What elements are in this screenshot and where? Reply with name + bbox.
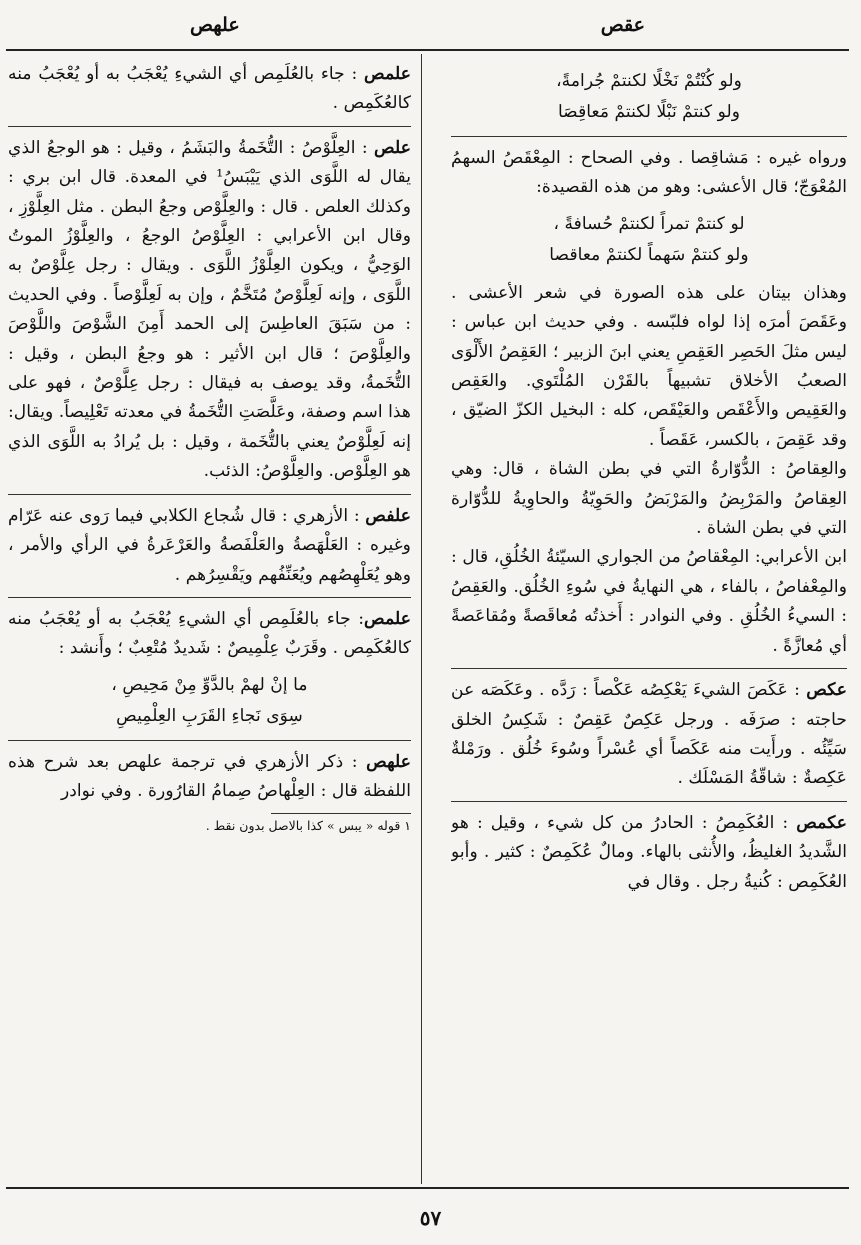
entry-separator [8, 597, 411, 598]
entry-akas [451, 676, 847, 794]
headword: علمص [364, 64, 411, 84]
footnote: ١ قوله « يبس » كذا بالاصل بدون نقط . [205, 817, 411, 833]
paragraph: ابن الأعرابي: المِعْقاصُ من الجواري السيّئةُ الخُلُقِ، قال : والمِعْفاصُ ، بالفاء ، هي النهايةُ في سُوءِ الخُلُق. والعَقِصُ : السيءُ الخُلُقِ . وفي النوادر : أَخذتُه مُعاقَصةً ومُقاعَصةً أي مُعازَّةً . [451, 547, 847, 656]
entry-separator [451, 801, 847, 802]
entry-separator [8, 740, 411, 741]
entry-alams-2 [8, 605, 411, 664]
headword: علص [373, 137, 411, 158]
headword: علفص [365, 505, 411, 526]
verse-block [451, 66, 847, 128]
entry-separator [451, 136, 847, 137]
running-header-left: علهص [190, 14, 240, 36]
headword: عكمص [796, 812, 847, 833]
left-column [8, 60, 411, 1185]
entry-separator [8, 126, 411, 127]
running-header-right: عقص [600, 14, 645, 36]
entry-separator [451, 668, 847, 669]
entry-akmas [451, 809, 847, 897]
verse-line: لو كنتمْ تمراً لكنتمْ حُسافةً ، [553, 213, 745, 234]
verse-line: ما إنْ لهمْ بالدَّوِّ مِنْ مَحِيصِ ، [111, 674, 308, 695]
entry-text: : ذكر الأزهري في ترجمة علهص بعد شرح هذه اللفظة قال : العِلْهاصُ صِمامُ القارُورة . وفي نوادر [8, 751, 411, 802]
entry-text: : العِلَّوْصُ : التُّخَمةُ والبَشَمُ ، وقيل : هو الوجعُ الذي يقال له اللَّوَى الذي يَيْبَسُ¹ في المعدة. قال ابن بري : وكذلك العلص . قال : والعِلَّوْص وجعُ البطن . مثل العِلَّوْزِ ، وقال ابن الأعرابي : العِلَّوْصُ الوجعُ ، والعِلَّوْزُ الموتُ الوَحِيُّ ، ويكون العِلَّوْزُ اللَّوَى . ويقال : رجل عِلَّوْصٌ به اللَّوَى ، وإنه لَعِلَّوْصٌ مُتَخَّمٌ ، وإن به لَعِلَّوْصاً . وفي الحديث : من سَبَقَ العاطِسَ إلى الحمد أَمِنَ الشَّوْصَ واللَّوْصَ والعِلَّوْصَ ؛ قال ابن الأثير : هو وجعُ البطن ، وقيل : التُّخَمةُ، وقد يوصف به فيقال : رجل عِلَّوْصٌ ، فهو على هذا اسم وصفة، وعَلَّصَتِ التُّخَمةُ في معدته تَعْلِيصاً. ويقال: إنه لَعِلَّوْصٌ يعني بالتُّخَمة ، وقيل : بل يُرادُ به اللَّوَى الذي هو العِلَّوْص. والعِلَّوْصُ: الذئب. [8, 137, 411, 482]
paragraph: ورواه غيره : مَشاقِصا . وفي الصحاح : المِعْقَصُ السهمُ المُعْوَجّ؛ قال الأعشى: وهو من هذه القصيدة: [451, 148, 847, 198]
paragraph: والعِقاصُ : الدُّوّارةُ التي في بطن الشاة ، قال: وهي العِقاصُ والمَرْبِضُ والمَرْبَضُ والحَوِيّةُ والحاوِيةُ للدُّوّارة التي في بطن الشاة . [451, 459, 847, 539]
headword: علمص [364, 608, 411, 629]
column-divider [421, 54, 422, 1184]
footer-rule [6, 1187, 849, 1189]
entry-alas [8, 134, 411, 487]
verse-line: سِوَى نَجاءِ القَرَبِ العِلْمِيصِ [116, 705, 303, 726]
paragraph: وهذان بيتان على هذه الصورة في شعر الأعشى . وعَقَصَ أمرَه إذا لواه فلبّسه . وفي حديث ابن عباس : ليس مثلَ الحَصِر العَقِصِ يعني ابنَ الزبير ؛ العَقِصُ الأَلْوَى الصعبُ الأخلاق تشبيهاً بالقَرْن المُلْتَوي. والعَقِص والعَقِيص والأَعْقَص والعَيْقَص، كله : البخيل الكزّ الضيّق ، وقد عَقِصَ ، بالكسر، عَقَصاً . [451, 282, 847, 450]
page-number: ٥٧ [419, 1206, 442, 1230]
verse-line: ولو كنتمْ نَبْلًا لكنتمْ مَعاقِصَا [557, 102, 741, 122]
right-column [451, 60, 847, 1185]
entry-separator [8, 494, 411, 495]
verse-block [451, 209, 847, 271]
entry-text: : الأزهري : قال شُجاع الكلابي فيما رَوى عنه عَرّام وغيره : العَلْهَصةُ والعَلْفَصةُ والعَرْعَرةُ في الرأي والأمر ، وهو يُعَلْهِصُهم ويُعَنِّفُهم ويَقْسِرُهم . [8, 505, 411, 585]
verse-block [8, 670, 411, 732]
entry-alhas [8, 748, 411, 807]
verse-line: ولو كُنْتُمْ نَخْلًا لكنتمْ جُرامةً، [556, 71, 742, 91]
entry-text: : جاء بالعُلَمِص أي الشيءِ يُعْجَبُ به أو يُعْجَبُ منه كالعُكَمِص . وقَرَبٌ عِلْمِيصٌ : شَديدٌ مُتْعِبٌ ؛ وأَنشد : [8, 608, 411, 659]
entry-text: : العُكَمِصُ : الحادرُ من كل شيء ، وقيل : هو الشَّديدُ الغليظُ، والأُنثى بالهاء. ومالٌ عُكَمِصٌ : كثير . وأبو العُكَمِص : كُنيةُ رجل . وقال في [451, 812, 847, 892]
verse-line: ولو كنتمْ سَهماً لكنتمْ معاقصا [549, 244, 749, 265]
headword: عكص [806, 680, 847, 701]
entry-alfas [8, 502, 411, 590]
headword: علهص [366, 751, 411, 772]
header-rule [6, 49, 849, 51]
entry-text: : عَكَصَ الشيءَ يَعْكِصُه عَكْصاً : رَدَّه . وعَكَصَه عن حاجته : صرَفَه . ورجل عَكِصٌ عَقِصٌ : شَكِسُ الخلق سَيِّئُه . ورأَيت منه عَكَصاً أي عُسْراً وسُوءَ خُلُق . ورَمْلةٌ عَكِصةٌ : شاقّةُ المَسْلَك . [451, 680, 847, 789]
entry-text: : جاء بالعُلَمِص أي الشيءِ يُعْجَبُ به أو يُعْجَبُ منه كالعُكَمِص . [8, 64, 411, 114]
entry-alams-1 [8, 60, 411, 119]
footnote-rule [271, 813, 411, 814]
